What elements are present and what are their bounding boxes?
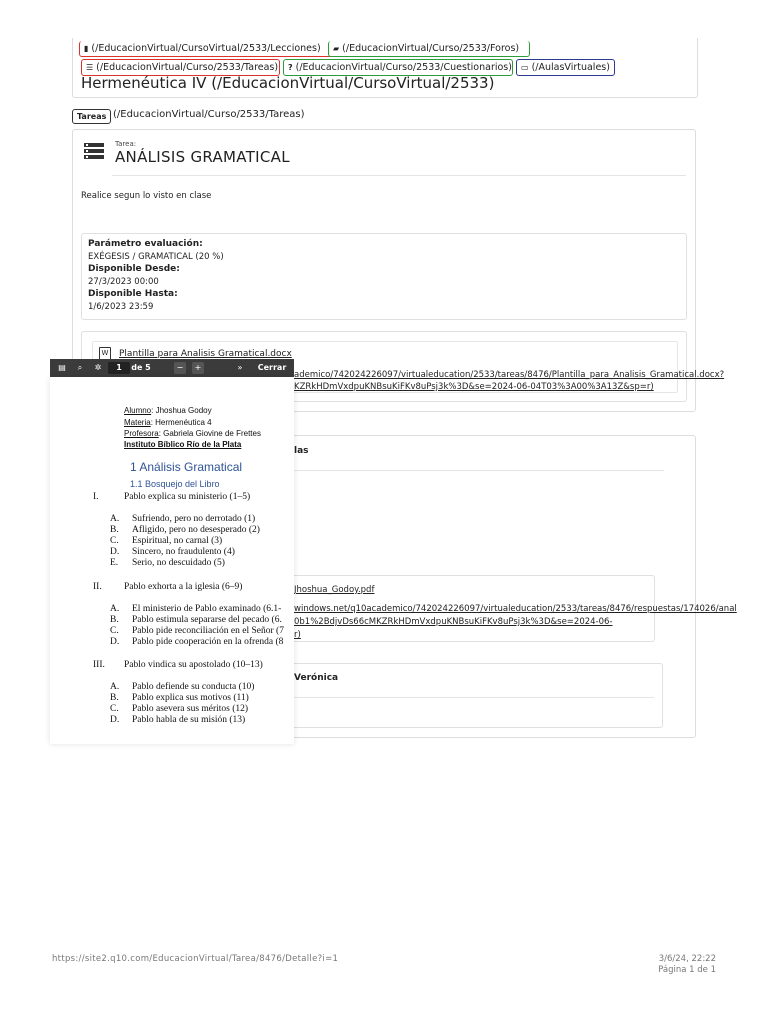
outline-section-title: Pablo exhorta a la iglesia (6–9) xyxy=(124,582,243,592)
outline-item-text: El ministerio de Pablo examinado (6.1- xyxy=(132,604,282,614)
subject-value: : Hermenéutica 4 xyxy=(150,418,212,427)
fullscreen-icon[interactable]: » xyxy=(237,363,243,372)
response-file-url[interactable]: windows.net/q10academico/742024226097/virtualeducation/2533/tareas/8476/respuestas/174026/anal xyxy=(294,604,737,614)
chat-icon: ▰ xyxy=(333,44,340,53)
institute-name: Instituto Bíblico Río de la Plata xyxy=(124,440,242,449)
nav-aulas-button[interactable] xyxy=(516,59,615,76)
outline-item-text: Afligido, pero no desesperado (2) xyxy=(132,525,260,535)
word-file-icon: W xyxy=(99,347,111,361)
close-viewer-button[interactable]: Cerrar xyxy=(257,363,287,372)
outline-item-letter: D. xyxy=(110,715,120,725)
subject-label: Materia xyxy=(124,418,151,427)
attachment-url[interactable]: ademico/742024226097/virtualeducation/2533/tareas/8476/Plantilla_para_Analisis_Gramatical.docx? xyxy=(294,370,725,380)
available-to-label: Disponible Hasta: xyxy=(88,289,178,299)
response-file-url[interactable]: r) xyxy=(294,630,301,640)
outline-item-letter: B. xyxy=(110,615,119,625)
outline-item-text: Serio, no descuidado (5) xyxy=(132,558,225,568)
outline-item-letter: C. xyxy=(110,704,119,714)
eval-param-value: EXÉGESIS / GRAMATICAL (20 %) xyxy=(88,252,224,262)
divider xyxy=(112,175,686,176)
outline-item-letter: D. xyxy=(110,637,120,647)
nav-tareas-label: (/EducacionVirtual/Curso/2533/Tareas) xyxy=(96,62,279,73)
pdf-viewer-toolbar xyxy=(50,359,294,377)
outline-section-number: II. xyxy=(93,582,102,592)
outline-item-text: Pablo defiende su conducta (10) xyxy=(132,682,255,692)
outline-section-title: Pablo vindica su apostolado (10–13) xyxy=(124,660,263,670)
question-icon: ? xyxy=(288,63,293,72)
available-to-value: 1/6/2023 23:59 xyxy=(88,302,154,312)
outline-item-text: Pablo asevera sus méritos (12) xyxy=(132,704,249,714)
outline-item-letter: C. xyxy=(110,626,119,636)
nav-aulas-label: (/AulasVirtuales) xyxy=(531,62,610,73)
outline-item-letter: B. xyxy=(110,693,119,703)
zoom-in-icon[interactable]: + xyxy=(192,362,204,374)
student-line xyxy=(124,406,212,415)
teacher-label: Profesora xyxy=(124,429,159,438)
student-value: : Jhoshua Godoy xyxy=(151,406,212,415)
eval-param-label: Parámetro evaluación: xyxy=(88,239,203,249)
subject-line xyxy=(124,418,212,427)
outline-section-number: I. xyxy=(93,492,99,502)
book-icon: ▮ xyxy=(84,44,89,53)
doc-subheading: 1.1 Bosquejo del Libro xyxy=(130,479,220,489)
outline-item-letter: A. xyxy=(110,682,120,692)
outline-item-text: Pablo explica sus motivos (11) xyxy=(132,693,249,703)
attachment-link[interactable]: Plantilla para Analisis Gramatical.docx xyxy=(119,349,292,359)
outline-item-letter: A. xyxy=(110,604,120,614)
list-icon: ☰ xyxy=(86,63,94,72)
tareas-link[interactable]: (/EducacionVirtual/Curso/2533/Tareas) xyxy=(113,109,305,120)
task-title: ANÁLISIS GRAMATICAL xyxy=(115,148,290,166)
nav-foros-button[interactable] xyxy=(328,41,530,57)
outline-item-letter: D. xyxy=(110,547,120,557)
responses-title: las xyxy=(294,446,309,456)
footer-date: 3/6/24, 22:22 xyxy=(658,954,716,964)
response-file-url[interactable]: 0b1%2BdjvDs66cMKZRkHDmVxdpuKNBsuKiFKv8uPsj3k%3D&se=2024-06- xyxy=(294,617,613,627)
course-title[interactable]: Hermenéutica IV (/EducacionVirtual/CursoVirtual/2533) xyxy=(81,74,495,92)
nav-cuestionarios-label: (/EducacionVirtual/Curso/2533/Cuestionarios) xyxy=(295,62,512,73)
search-icon[interactable]: ⌕ xyxy=(77,363,83,372)
loading-spinner-icon: ✲ xyxy=(94,363,102,372)
outline-item-letter: B. xyxy=(110,525,119,535)
outline-item-text: Pablo pide reconciliación en el Señor (7 xyxy=(132,626,284,636)
page-number-input[interactable]: 1 xyxy=(108,362,130,374)
outline-item-text: Pablo pide cooperación en la ofrenda (8 xyxy=(132,637,284,647)
outline-section-title: Pablo explica su ministerio (1–5) xyxy=(124,492,251,502)
student-label: Alumno xyxy=(124,406,152,415)
outline-item-text: Sincero, no fraudulento (4) xyxy=(132,547,235,557)
outline-item-letter: C. xyxy=(110,536,119,546)
divider xyxy=(294,470,664,471)
second-response-box xyxy=(283,663,663,728)
outline-item-text: Pablo habla de su misión (13) xyxy=(132,715,246,725)
outline-item-text: Sufriendo, pero no derrotado (1) xyxy=(132,514,256,524)
footer-url: https://site2.q10.com/EducacionVirtual/Tarea/8476/Detalle?i=1 xyxy=(52,954,339,964)
task-instruction: Realice segun lo visto en clase xyxy=(81,191,212,201)
task-label: Tarea: xyxy=(115,140,137,148)
attachment-url[interactable]: KZRkHDmVxdpuKNBsuKiFKv8uPsj3k%3D&se=2024-06-04T03%3A00%3A13Z&sp=r) xyxy=(294,382,654,392)
teacher-line xyxy=(124,429,261,438)
outline-section-number: III. xyxy=(93,660,105,670)
nav-lecciones-button[interactable] xyxy=(79,41,333,57)
doc-heading: 1 Análisis Gramatical xyxy=(130,460,243,474)
outline-item-letter: E. xyxy=(110,558,119,568)
outline-item-letter: A. xyxy=(110,514,120,524)
footer-page: Página 1 de 1 xyxy=(658,965,716,975)
response-file-link[interactable]: Jhoshua_Godoy.pdf xyxy=(294,585,375,595)
page-count: de 5 xyxy=(131,363,151,372)
outline-item-text: Espiritual, no carnal (3) xyxy=(132,536,223,546)
available-from-label: Disponible Desde: xyxy=(88,264,180,274)
task-list-icon xyxy=(84,142,104,164)
nav-lecciones-label: (/EducacionVirtual/CursoVirtual/2533/Lecciones) xyxy=(91,43,321,54)
tareas-badge[interactable]: Tareas xyxy=(72,109,111,124)
teacher-value: : Gabriela Giovine de Frettes xyxy=(158,429,261,438)
pdf-page xyxy=(50,377,294,744)
available-from-value: 27/3/2023 00:00 xyxy=(88,277,159,287)
zoom-out-icon[interactable]: − xyxy=(174,362,186,374)
sidebar-toggle-icon[interactable]: ▤ xyxy=(58,363,66,372)
outline-item-text: Pablo estimula separarse del pecado (6. xyxy=(132,615,282,625)
second-response-name: Verónica xyxy=(294,673,339,683)
nav-foros-label: (/EducacionVirtual/Curso/2533/Foros) xyxy=(342,43,520,54)
laptop-icon: ▭ xyxy=(521,63,529,72)
divider xyxy=(294,697,654,698)
